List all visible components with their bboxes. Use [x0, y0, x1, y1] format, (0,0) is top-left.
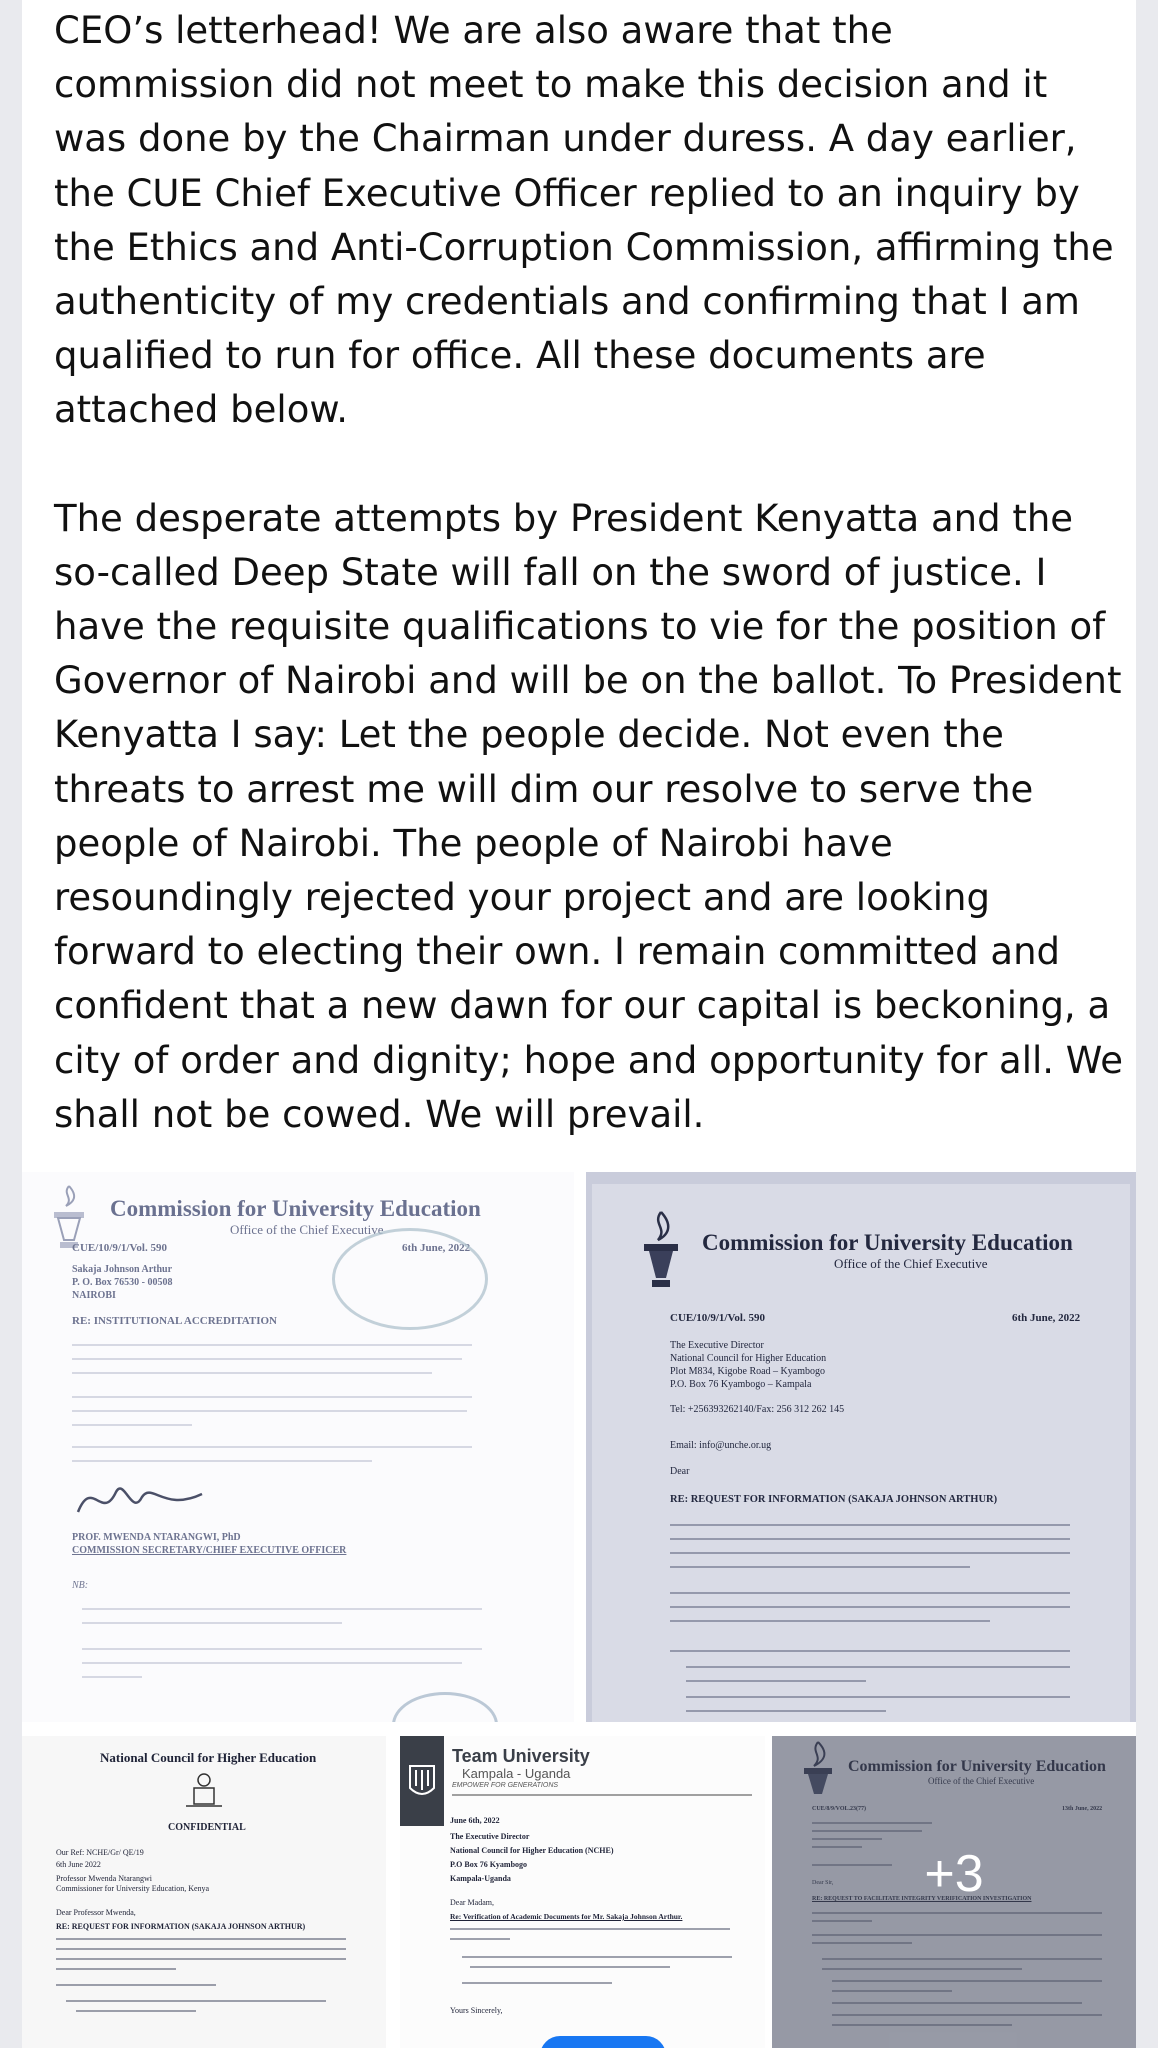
cue-logo-icon [638, 1208, 684, 1292]
doc3-dear: Dear Professor Mwenda, [56, 1908, 136, 1917]
doc2-addr2: National Council for Higher Education [670, 1353, 827, 1364]
doc2-email: Email: info@unche.or.ug [670, 1440, 772, 1451]
doc3-date: 6th June 2022 [56, 1860, 101, 1869]
doc4-close: Yours Sincerely, [450, 2006, 503, 2015]
doc2-ref: CUE/10/9/1/Vol. 590 [670, 1312, 765, 1324]
doc5-org: Commission for University Education [848, 1758, 1106, 1775]
doc1-addr2: P. O. Box 76530 - 00508 [72, 1277, 173, 1288]
doc5-dear: Dear Sir, [812, 1880, 834, 1886]
attached-photo-1[interactable] [22, 1172, 574, 1722]
doc2-date: 6th June, 2022 [1012, 1312, 1081, 1324]
doc1-signature [72, 1472, 212, 1532]
doc4-header-rule [452, 1794, 752, 1796]
post-card [22, 0, 1136, 2048]
doc4-motto: EMPOWER FOR GENERATIONS [452, 1782, 559, 1789]
doc1-addr3: NAIROBI [72, 1290, 116, 1301]
attached-photo-2[interactable] [586, 1172, 1136, 1722]
post-paragraph-1: CEO’s letterhead! We are also aware that the commission did not meet to make this decision and it was done by the Chairman under duress. A day earlier, the CUE Chief Executive Officer replied to an inquiry by the Ethics and Anti-Corruption Commission, affirming the authenticity of my credentials and confirming that I am qualified to run for office. All these documents are attached below. [54, 9, 1114, 432]
doc1-ref: CUE/10/9/1/Vol. 590 [72, 1242, 167, 1254]
more-photos-count[interactable]: +3 [924, 1845, 984, 1903]
doc1-signer: PROF. MWENDA NTARANGWI, PhD [72, 1532, 241, 1543]
doc4-addr1: The Executive Director [450, 1832, 530, 1841]
doc5-office: Office of the Chief Executive [928, 1776, 1035, 1786]
doc1-date: 6th June, 2022 [402, 1242, 471, 1254]
doc2-addr1: The Executive Director [670, 1340, 764, 1351]
doc1-org: Commission for University Education [110, 1196, 481, 1221]
doc4-re: Re: Verification of Academic Documents for Mr. Sakaja Johnson Arthur. [450, 1912, 683, 1921]
doc4-addr3: P.O Box 76 Kyambogo [450, 1860, 528, 1869]
doc1-office: Office of the Chief Executive [230, 1222, 384, 1237]
coat-of-arms-icon [182, 1770, 226, 1810]
post-paragraph-2: The desperate attempts by President Kenyatta and the so-called Deep State will fall on the sword of justice. I have the requisite qualifications to vie for the position of Governor of Nairobi and will be on the ballot. To President Kenyatta I say: Let the people decide. Not even the threats to arrest me will dim our resolve to serve the people of Nairobi. The people of Nairobi have resoundingly rejected your project and are looking forward to electing their own. I remain committed and confident that a new dawn for our capital is beckoning, a city of order and dignity; hope and opportunity for all. We shall not be cowed. We will prevail. [54, 496, 1123, 1136]
doc2-office: Office of the Chief Executive [834, 1256, 988, 1271]
doc2-tel: Tel: +256393262140/Fax: 256 312 262 145 [670, 1404, 845, 1415]
doc1-re: RE: INSTITUTIONAL ACCREDITATION [72, 1315, 277, 1327]
doc4-addr4: Kampala-Uganda [450, 1874, 511, 1883]
doc4-addr2: National Council for Higher Education (NCHE) [450, 1846, 614, 1855]
doc3-ref: Our Ref: NCHE/Gr/ QE/19 [56, 1848, 144, 1857]
doc2-re: RE: REQUEST FOR INFORMATION (SAKAJA JOHNSON ARTHUR) [670, 1494, 998, 1505]
doc1-addr1: Sakaja Johnson Arthur [72, 1264, 173, 1275]
doc2-addr3: Plot M834, Kigobe Road – Kyambogo [670, 1366, 825, 1377]
attached-photo-4[interactable] [400, 1736, 765, 2048]
doc2-addr4: P.O. Box 76 Kyambogo – Kampala [670, 1379, 812, 1390]
doc2-org: Commission for University Education [702, 1230, 1073, 1255]
attached-photo-5[interactable] [772, 1736, 1136, 2048]
doc4-org: Team University [452, 1746, 590, 1766]
doc2-dear: Dear [670, 1466, 690, 1477]
team-university-logo-icon [400, 1736, 444, 1826]
doc1-signer-title: COMMISSION SECRETARY/CHIEF EXECUTIVE OFFICER [72, 1545, 347, 1556]
doc3-addr2: Commissioner for University Education, Kenya [56, 1884, 210, 1893]
doc5-re: RE: REQUEST TO FACILITATE INTEGRITY VERIFICATION INVESTIGATION [812, 1896, 1032, 1902]
post-body [54, 4, 1124, 1142]
doc4-date: June 6th, 2022 [450, 1816, 500, 1825]
doc5-date: 13th June, 2022 [1062, 1806, 1103, 1812]
doc4-dear: Dear Madam, [450, 1898, 494, 1907]
doc1-nb: NB: [72, 1580, 89, 1591]
doc3-addr1: Professor Mwenda Ntarangwi [56, 1874, 152, 1883]
doc4-city: Kampala - Uganda [462, 1766, 571, 1781]
received-stamp [332, 1228, 488, 1330]
doc3-org: National Council for Higher Education [100, 1750, 317, 1765]
doc1-seal [392, 1692, 498, 1722]
doc3-re: RE: REQUEST FOR INFORMATION (SAKAJA JOHNSON ARTHUR) [56, 1922, 306, 1931]
doc5-ref: CUE/8/9/VOL.23(77) [812, 1806, 867, 1812]
doc3-conf: CONFIDENTIAL [168, 1822, 246, 1833]
floating-action-button[interactable] [540, 2036, 666, 2048]
attached-photo-3[interactable] [22, 1736, 386, 2048]
